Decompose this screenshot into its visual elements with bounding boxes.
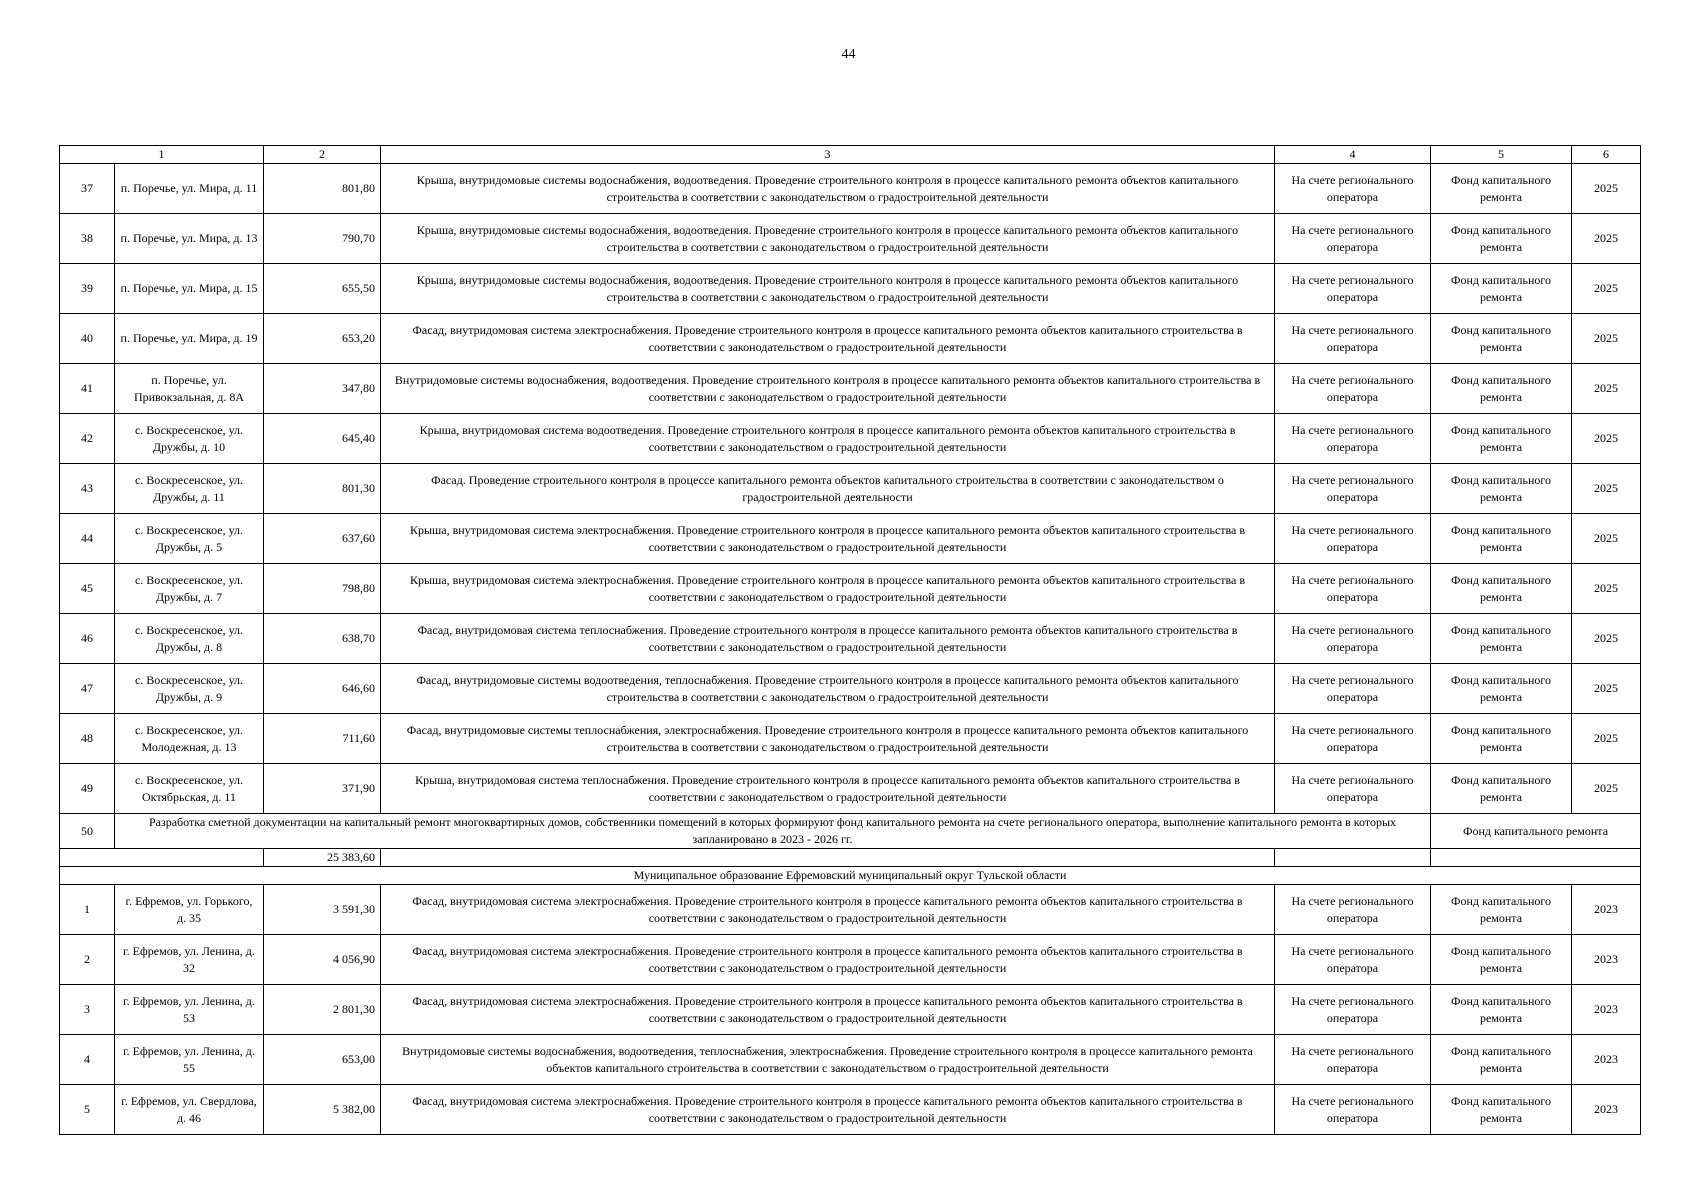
funding-source: Фонд капитального ремонта <box>1431 985 1572 1035</box>
total-cost: 25 383,60 <box>264 849 381 867</box>
house-address: г. Ефремов, ул. Горького, д. 35 <box>115 885 264 935</box>
empty-cell <box>1431 849 1641 867</box>
column-number: 5 <box>1431 146 1572 164</box>
row-number: 37 <box>60 164 115 214</box>
repair-works: Крыша, внутридомовая система водоотведения. Проведение строительного контроля в процессе капитального ремонта объектов капитального строительства в соответствии с законодательством о градостроительной деятельности <box>381 414 1275 464</box>
column-number: 4 <box>1275 146 1431 164</box>
planned-year: 2023 <box>1572 1085 1641 1135</box>
repair-cost: 798,80 <box>264 564 381 614</box>
house-address: г. Ефремов, ул. Ленина, д. 55 <box>115 1035 264 1085</box>
section-title: Муниципальное образование Ефремовский муниципальный округ Тульской области <box>60 867 1641 885</box>
repair-cost: 646,60 <box>264 664 381 714</box>
repair-works: Внутридомовые системы водоснабжения, водоотведения, теплоснабжения, электроснабжения. Проведение строительного контроля в процессе капитального ремонта объектов капитального строительства в соответствии с законодательством о градостроительной деятельности <box>381 1035 1275 1085</box>
funding-source: Фонд капитального ремонта <box>1431 885 1572 935</box>
row-number: 1 <box>60 885 115 935</box>
fund-account: На счете регионального оператора <box>1275 1035 1431 1085</box>
column-number: 3 <box>381 146 1275 164</box>
table-row <box>60 935 1641 985</box>
repair-cost: 790,70 <box>264 214 381 264</box>
row-number: 46 <box>60 614 115 664</box>
repair-cost: 653,00 <box>264 1035 381 1085</box>
house-address: с. Воскресенское, ул. Октябрьская, д. 11 <box>115 764 264 814</box>
planned-year: 2025 <box>1572 664 1641 714</box>
row-number: 47 <box>60 664 115 714</box>
house-address: с. Воскресенское, ул. Дружбы, д. 8 <box>115 614 264 664</box>
planned-year: 2025 <box>1572 164 1641 214</box>
planned-year: 2023 <box>1572 1035 1641 1085</box>
funding-source: Фонд капитального ремонта <box>1431 164 1572 214</box>
row-number: 44 <box>60 514 115 564</box>
table-row <box>60 314 1641 364</box>
fund-account: На счете регионального оператора <box>1275 214 1431 264</box>
repair-cost: 645,40 <box>264 414 381 464</box>
table-row <box>60 714 1641 764</box>
house-address: п. Поречье, ул. Привокзальная, д. 8А <box>115 364 264 414</box>
planned-year: 2025 <box>1572 614 1641 664</box>
row-number: 38 <box>60 214 115 264</box>
fund-account: На счете регионального оператора <box>1275 464 1431 514</box>
house-address: г. Ефремов, ул. Свердлова, д. 46 <box>115 1085 264 1135</box>
planned-year: 2025 <box>1572 264 1641 314</box>
fund-account: На счете регионального оператора <box>1275 614 1431 664</box>
row-number: 39 <box>60 264 115 314</box>
capital-repair-table <box>59 145 1641 1135</box>
rows-group-a <box>60 164 1641 814</box>
repair-cost: 4 056,90 <box>264 935 381 985</box>
repair-works: Внутридомовые системы водоснабжения, водоотведения. Проведение строительного контроля в процессе капитального ремонта объектов капитального строительства в соответствии с законодательством о градостроительной деятельности <box>381 364 1275 414</box>
row-number: 45 <box>60 564 115 614</box>
funding-source: Фонд капитального ремонта <box>1431 1085 1572 1135</box>
house-address: с. Воскресенское, ул. Дружбы, д. 7 <box>115 564 264 614</box>
repair-works: Крыша, внутридомовые системы водоснабжения, водоотведения. Проведение строительного контроля в процессе капитального ремонта объектов капитального строительства в соответствии с законодательством о градостроительной деятельности <box>381 164 1275 214</box>
house-address: п. Поречье, ул. Мира, д. 11 <box>115 164 264 214</box>
table-row <box>60 364 1641 414</box>
house-address: п. Поречье, ул. Мира, д. 13 <box>115 214 264 264</box>
table-row <box>60 514 1641 564</box>
repair-works: Фасад, внутридомовая система электроснабжения. Проведение строительного контроля в процессе капитального ремонта объектов капитального строительства в соответствии с законодательством о градостроительной деятельности <box>381 935 1275 985</box>
planned-year: 2025 <box>1572 364 1641 414</box>
house-address: с. Воскресенское, ул. Дружбы, д. 11 <box>115 464 264 514</box>
funding-source: Фонд капитального ремонта <box>1431 364 1572 414</box>
rows-group-b <box>60 885 1641 1135</box>
repair-works: Крыша, внутридомовая система теплоснабжения. Проведение строительного контроля в процессе капитального ремонта объектов капитального строительства в соответствии с законодательством о градостроительной деятельности <box>381 764 1275 814</box>
planned-year: 2025 <box>1572 764 1641 814</box>
repair-cost: 801,30 <box>264 464 381 514</box>
row-number: 43 <box>60 464 115 514</box>
planned-year: 2025 <box>1572 214 1641 264</box>
repair-works: Фасад, внутридомовые системы теплоснабжения, электроснабжения. Проведение строительного контроля в процессе капитального ремонта объектов капитального строительства в соответствии с законодательством о градостроительной деятельности <box>381 714 1275 764</box>
section-header-row <box>60 867 1641 885</box>
row-number: 2 <box>60 935 115 985</box>
funding-source: Фонд капитального ремонта <box>1431 464 1572 514</box>
house-address: с. Воскресенское, ул. Молодежная, д. 13 <box>115 714 264 764</box>
row-number: 50 <box>60 814 115 849</box>
repair-works: Крыша, внутридомовые системы водоснабжения, водоотведения. Проведение строительного контроля в процессе капитального ремонта объектов капитального строительства в соответствии с законодательством о градостроительной деятельности <box>381 264 1275 314</box>
row-number: 40 <box>60 314 115 364</box>
empty-cell <box>60 849 264 867</box>
repair-cost: 2 801,30 <box>264 985 381 1035</box>
table-row <box>60 164 1641 214</box>
row-number: 5 <box>60 1085 115 1135</box>
repair-cost: 371,90 <box>264 764 381 814</box>
planned-year: 2023 <box>1572 885 1641 935</box>
funding-source: Фонд капитального ремонта <box>1431 935 1572 985</box>
repair-cost: 711,60 <box>264 714 381 764</box>
fund-account: На счете регионального оператора <box>1275 414 1431 464</box>
funding-source: Фонд капитального ремонта <box>1431 1035 1572 1085</box>
table-row <box>60 985 1641 1035</box>
table-row <box>60 414 1641 464</box>
funding-source: Фонд капитального ремонта <box>1431 514 1572 564</box>
funding-source: Фонд капитального ремонта <box>1431 814 1641 849</box>
column-number: 2 <box>264 146 381 164</box>
fund-account: На счете регионального оператора <box>1275 935 1431 985</box>
fund-account: На счете регионального оператора <box>1275 885 1431 935</box>
repair-works: Фасад, внутридомовая система электроснабжения. Проведение строительного контроля в процессе капитального ремонта объектов капитального строительства в соответствии с законодательством о градостроительной деятельности <box>381 1085 1275 1135</box>
table-row <box>60 885 1641 935</box>
planned-year: 2025 <box>1572 414 1641 464</box>
house-address: с. Воскресенское, ул. Дружбы, д. 5 <box>115 514 264 564</box>
house-address: с. Воскресенское, ул. Дружбы, д. 9 <box>115 664 264 714</box>
repair-works: Крыша, внутридомовые системы водоснабжения, водоотведения. Проведение строительного контроля в процессе капитального ремонта объектов капитального строительства в соответствии с законодательством о градостроительной деятельности <box>381 214 1275 264</box>
funding-source: Фонд капитального ремонта <box>1431 264 1572 314</box>
house-address: г. Ефремов, ул. Ленина, д. 53 <box>115 985 264 1035</box>
funding-source: Фонд капитального ремонта <box>1431 214 1572 264</box>
repair-cost: 347,80 <box>264 364 381 414</box>
funding-source: Фонд капитального ремонта <box>1431 314 1572 364</box>
funding-source: Фонд капитального ремонта <box>1431 664 1572 714</box>
planned-year: 2025 <box>1572 464 1641 514</box>
repair-works: Фасад, внутридомовые системы водоотведения, теплоснабжения. Проведение строительного контроля в процессе капитального ремонта объектов капитального строительства в соответствии с законодательством о градостроительной деятельности <box>381 664 1275 714</box>
repair-cost: 655,50 <box>264 264 381 314</box>
repair-works: Крыша, внутридомовая система электроснабжения. Проведение строительного контроля в процессе капитального ремонта объектов капитального строительства в соответствии с законодательством о градостроительной деятельности <box>381 514 1275 564</box>
column-number: 6 <box>1572 146 1641 164</box>
table-row <box>60 664 1641 714</box>
funding-source: Фонд капитального ремонта <box>1431 764 1572 814</box>
planned-year: 2023 <box>1572 985 1641 1035</box>
planned-year: 2025 <box>1572 564 1641 614</box>
row-number: 3 <box>60 985 115 1035</box>
fund-account: На счете регионального оператора <box>1275 1085 1431 1135</box>
repair-cost: 3 591,30 <box>264 885 381 935</box>
repair-cost: 653,20 <box>264 314 381 364</box>
repair-cost: 5 382,00 <box>264 1085 381 1135</box>
repair-works: Фасад, внутридомовая система электроснабжения. Проведение строительного контроля в процессе капитального ремонта объектов капитального строительства в соответствии с законодательством о градостроительной деятельности <box>381 985 1275 1035</box>
column-number-row <box>60 146 1641 164</box>
house-address: г. Ефремов, ул. Ленина, д. 32 <box>115 935 264 985</box>
funding-source: Фонд капитального ремонта <box>1431 614 1572 664</box>
fund-account: На счете регионального оператора <box>1275 764 1431 814</box>
row-number: 41 <box>60 364 115 414</box>
house-address: п. Поречье, ул. Мира, д. 15 <box>115 264 264 314</box>
repair-cost: 637,60 <box>264 514 381 564</box>
row-number: 4 <box>60 1035 115 1085</box>
estimate-documentation-row <box>60 814 1641 849</box>
planned-year: 2025 <box>1572 714 1641 764</box>
planned-year: 2025 <box>1572 514 1641 564</box>
fund-account: На счете регионального оператора <box>1275 164 1431 214</box>
house-address: с. Воскресенское, ул. Дружбы, д. 10 <box>115 414 264 464</box>
funding-source: Фонд капитального ремонта <box>1431 564 1572 614</box>
table-row <box>60 564 1641 614</box>
house-address: п. Поречье, ул. Мира, д. 19 <box>115 314 264 364</box>
table-row <box>60 1085 1641 1135</box>
page-number: 44 <box>841 47 856 62</box>
fund-account: На счете регионального оператора <box>1275 314 1431 364</box>
repair-works: Фасад, внутридомовая система электроснабжения. Проведение строительного контроля в процессе капитального ремонта объектов капитального строительства в соответствии с законодательством о градостроительной деятельности <box>381 885 1275 935</box>
funding-source: Фонд капитального ремонта <box>1431 714 1572 764</box>
fund-account: На счете регионального оператора <box>1275 564 1431 614</box>
table-row <box>60 214 1641 264</box>
planned-year: 2025 <box>1572 314 1641 364</box>
repair-works: Фасад. Проведение строительного контроля в процессе капитального ремонта объектов капитального строительства в соответствии с законодательством о градостроительной деятельности <box>381 464 1275 514</box>
table-row <box>60 264 1641 314</box>
repair-works: Фасад, внутридомовая система электроснабжения. Проведение строительного контроля в процессе капитального ремонта объектов капитального строительства в соответствии с законодательством о градостроительной деятельности <box>381 314 1275 364</box>
fund-account: На счете регионального оператора <box>1275 364 1431 414</box>
funding-source: Фонд капитального ремонта <box>1431 414 1572 464</box>
row-description: Разработка сметной документации на капитальный ремонт многоквартирных домов, собственники помещений в которых формируют фонд капитального ремонта на счете регионального оператора, выполнение капитального ремонта в которых запланировано в 2023 - 2026 гг. <box>115 814 1431 849</box>
fund-account: На счете регионального оператора <box>1275 985 1431 1035</box>
repair-cost: 801,80 <box>264 164 381 214</box>
column-number: 1 <box>60 146 264 164</box>
fund-account: На счете регионального оператора <box>1275 714 1431 764</box>
empty-cell <box>381 849 1275 867</box>
table-row <box>60 614 1641 664</box>
planned-year: 2023 <box>1572 935 1641 985</box>
repair-works: Фасад, внутридомовая система теплоснабжения. Проведение строительного контроля в процессе капитального ремонта объектов капитального строительства в соответствии с законодательством о градостроительной деятельности <box>381 614 1275 664</box>
fund-account: На счете регионального оператора <box>1275 514 1431 564</box>
fund-account: На счете регионального оператора <box>1275 664 1431 714</box>
repair-works: Крыша, внутридомовая система электроснабжения. Проведение строительного контроля в процессе капитального ремонта объектов капитального строительства в соответствии с законодательством о градостроительной деятельности <box>381 564 1275 614</box>
repair-cost: 638,70 <box>264 614 381 664</box>
table-row <box>60 1035 1641 1085</box>
row-number: 42 <box>60 414 115 464</box>
total-row <box>60 849 1641 867</box>
empty-cell <box>1275 849 1431 867</box>
row-number: 49 <box>60 764 115 814</box>
row-number: 48 <box>60 714 115 764</box>
table-row <box>60 764 1641 814</box>
table-row <box>60 464 1641 514</box>
fund-account: На счете регионального оператора <box>1275 264 1431 314</box>
